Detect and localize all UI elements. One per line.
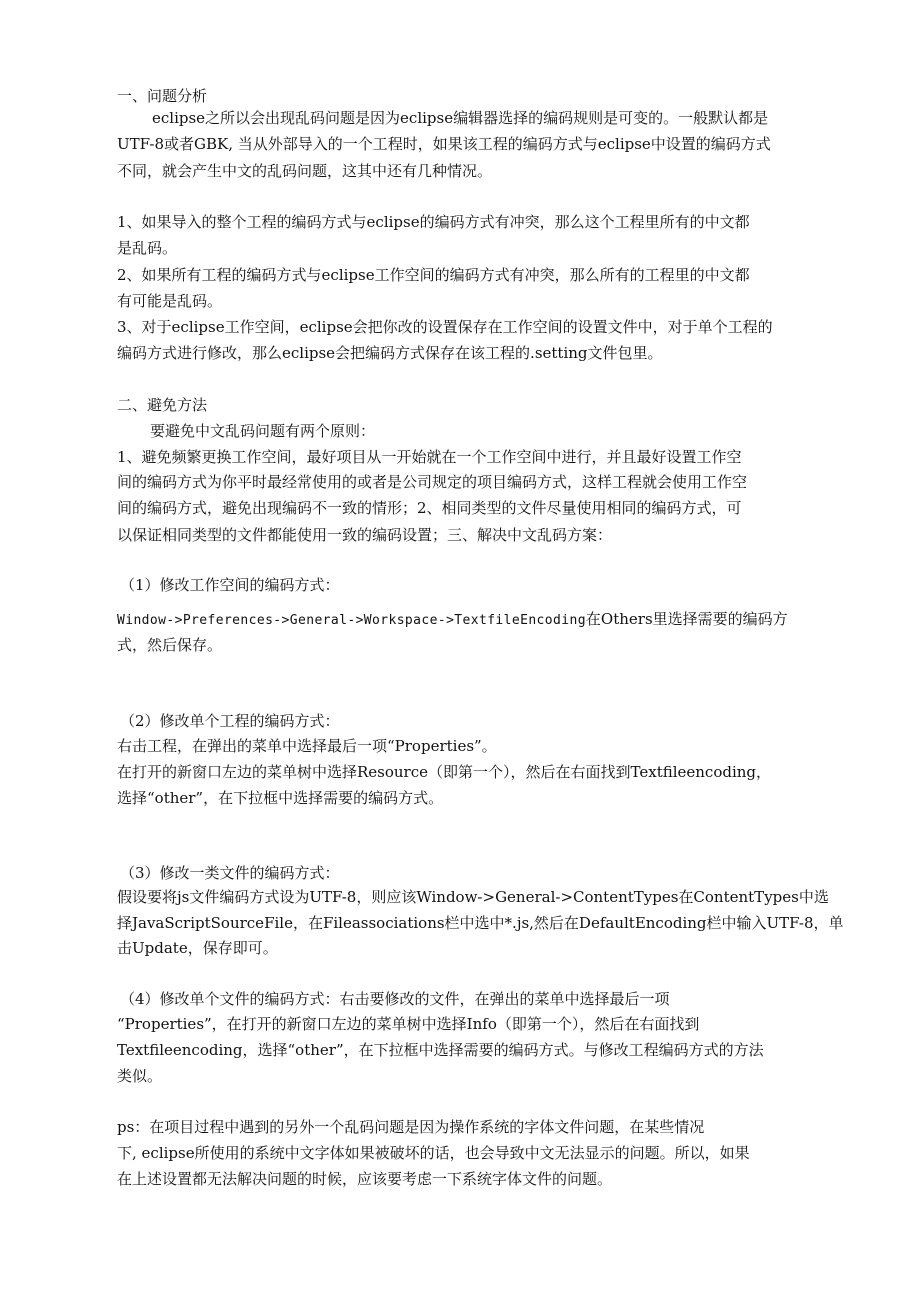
ps-line-3: 在上述设置都无法解决问题的时候，应该要考虑一下系统字体文件的问题。 [117,1170,613,1188]
step3-line-3: 击Update，保存即可。 [117,939,278,957]
ps-line-2: 下, eclipse所使用的系统中文字体如果被破坏的话，也会导致中文无法显示的问题。所以，如果 [117,1144,750,1162]
step1-line-1-rest: 在Others里选择需要的编码方 [585,610,788,628]
step2-title: （2）修改单个工程的编码方式： [120,712,340,730]
section2-heading: 二、避免方法 [117,396,208,414]
step1-title: （1）修改工作空间的编码方式： [120,576,340,594]
case1-line-1: 1、如果导入的整个工程的编码方式与eclipse的编码方式有冲突，那么这个工程里所有的中文都 [117,213,750,231]
step3-line-2: 择JavaScriptSourceFile，在Fileassociations栏中选中*.js,然后在DefaultEncoding栏中输入UTF-8，单 [117,914,844,932]
case2-line-2: 有可能是乱码。 [117,292,223,310]
step1-menu-path: Window->Preferences->General->Workspace->TextfileEncoding [117,613,586,628]
section1-intro-line-2: UTF-8或者GBK, 当从外部导入的一个工程时，如果该工程的编码方式与eclipse中设置的编码方式 [117,135,771,153]
step4-line-2: “Properties”，在打开的新窗口左边的菜单树中选择Info（即第一个），然后在右面找到 [117,1015,700,1033]
step1-line-1 [117,608,788,632]
section1-heading: 一、问题分析 [117,87,208,105]
step4-line-3: Textfileencoding，选择“other”，在下拉框中选择需要的编码方式。与修改工程编码方式的方法 [117,1041,764,1059]
ps-line-1: ps：在项目过程中遇到的另外一个乱码问题是因为操作系统的字体文件问题，在某些情况 [117,1118,705,1136]
case1-line-2: 是乱码。 [117,239,178,257]
step4-line-4: 类似。 [117,1067,163,1085]
case2-line-1: 2、如果所有工程的编码方式与eclipse工作空间的编码方式有冲突，那么所有的工程里的中文都 [117,266,750,284]
step4-line-1: （4）修改单个文件的编码方式：右击要修改的文件，在弹出的菜单中选择最后一项 [120,990,670,1008]
step3-title: （3）修改一类文件的编码方式： [120,864,340,882]
case3-line-2: 编码方式进行修改，那么eclipse会把编码方式保存在该工程的.setting文件包里。 [117,344,663,362]
step2-line-1: 右击工程，在弹出的菜单中选择最后一项“Properties”。 [117,737,497,755]
section2-body-line-4: 以保证相同类型的文件都能使用一致的编码设置；三、解决中文乱码方案： [117,526,613,544]
section2-body-line-3: 间的编码方式，避免出现编码不一致的情形；2、相同类型的文件尽量使用相同的编码方式，可 [117,499,742,517]
step2-line-3: 选择“other”，在下拉框中选择需要的编码方式。 [117,789,444,807]
step1-line-2: 式，然后保存。 [117,636,223,654]
section2-body-line-2: 间的编码方式为你平时最经常使用的或者是公司规定的项目编码方式，这样工程就会使用工作空 [117,473,748,491]
step3-line-1: 假设要将js文件编码方式设为UTF-8，则应该Window->General->ContentTypes在ContentTypes中选 [117,888,829,906]
section2-body-line-1: 1、避免频繁更换工作空间，最好项目从一开始就在一个工作空间中进行，并且最好设置工作空 [117,448,742,466]
case3-line-1: 3、对于eclipse工作空间，eclipse会把你改的设置保存在工作空间的设置文件中，对于单个工程的 [117,318,773,336]
section1-intro-line-3: 不同，就会产生中文的乱码问题，这其中还有几种情况。 [117,162,493,180]
section2-intro: 要避免中文乱码问题有两个原则： [150,422,376,440]
section1-intro-line-1: eclipse之所以会出现乱码问题是因为eclipse编辑器选择的编码规则是可变的。一般默认都是 [152,109,769,127]
step2-line-2: 在打开的新窗口左边的菜单树中选择Resource（即第一个），然后在右面找到Textfileencoding， [117,763,772,781]
